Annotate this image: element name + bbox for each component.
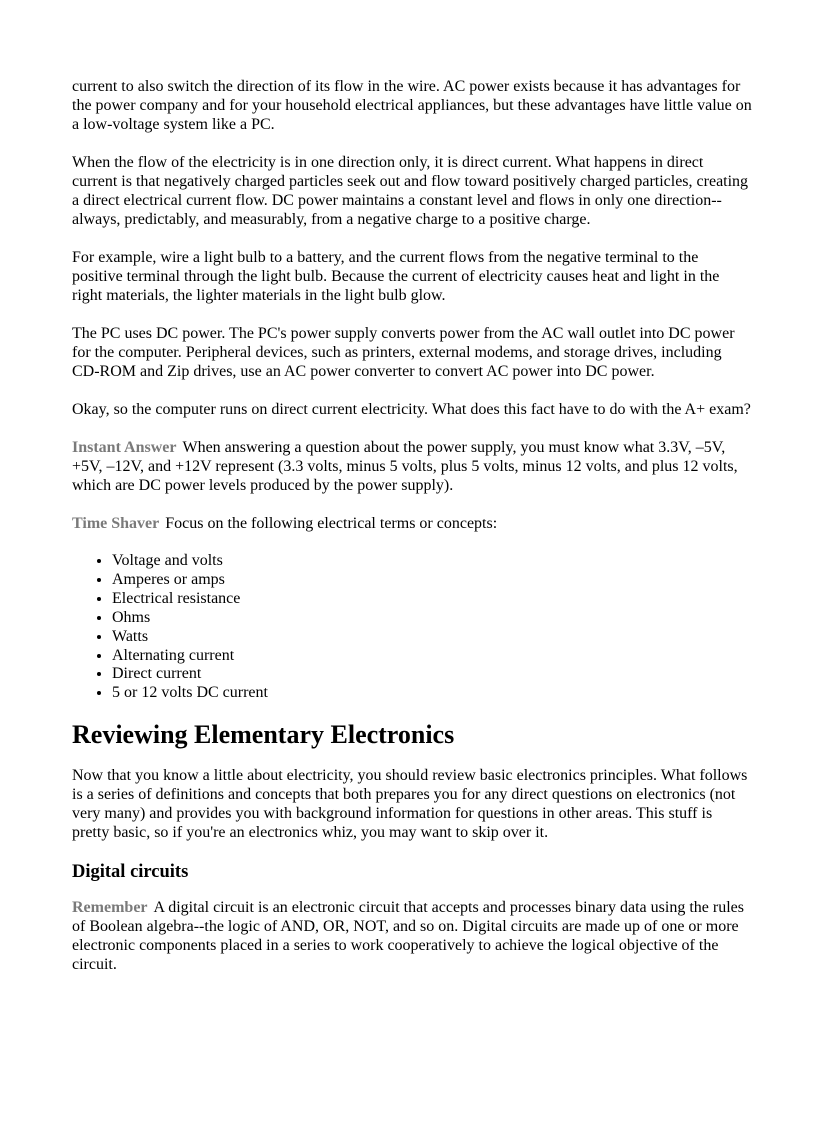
paragraph: Okay, so the computer runs on direct current electricity. What does this fact have to do with the A+ exam? [72, 401, 751, 418]
note-text: When answering a question about the power supply, you must know what 3.3V, –5V, +5V, –12V, and +12V represent (3.3 volts, minus 5 volts, plus 5 volts, minus 12 volts, and plus 12 volts, which are DC power levels produced by the power supply). [72, 439, 738, 494]
note-label: Instant Answer [72, 439, 177, 456]
note-text: A digital circuit is an electronic circuit that accepts and processes binary data using the rules of Boolean algebra--the logic of AND, OR, NOT, and so on. Digital circuits are made up of one or more electronic components placed in a series to work cooperatively to achieve the logical objective of the circuit. [72, 899, 744, 974]
paragraph: Now that you know a little about electricity, you should review basic electronics principles. What follows is a series of definitions and concepts that both prepares you for any direct questions on electronics (not very many) and provides you with background information for questions in other areas. This stuff is pretty basic, so if you're an electronics whiz, you may want to skip over it. [72, 767, 748, 842]
list-item: • Direct current [112, 665, 752, 684]
list-item: • Voltage and volts [112, 552, 752, 571]
instant-answer-note [72, 438, 752, 495]
list-item: • Electrical resistance [112, 590, 752, 609]
list-item: • Ohms [112, 609, 752, 628]
remember-note [72, 898, 752, 974]
paragraph: For example, wire a light bulb to a battery, and the current flows from the negative terminal to the positive terminal through the light bulb. Because the current of electricity causes heat and light in the right materials, the lighter materials in the light bulb glow. [72, 249, 720, 304]
note-label: Remember [72, 899, 148, 917]
subheading: Digital circuits [72, 862, 189, 883]
document-page [72, 77, 752, 993]
list-item: • Amperes or amps [112, 571, 752, 590]
paragraph: The PC uses DC power. The PC's power supply converts power from the AC wall outlet into DC power for the computer. Peripheral devices, such as printers, external modems, and storage drives, including CD-ROM and Zip drives, use an AC power converter to convert AC power into DC power. [72, 325, 735, 380]
list-item: • 5 or 12 volts DC current [112, 684, 752, 703]
section-heading: Reviewing Elementary Electronics [72, 720, 455, 750]
terms-list [72, 552, 752, 703]
list-item: • Watts [112, 628, 752, 647]
note-text: Focus on the following electrical terms or concepts: [165, 515, 498, 532]
paragraph: When the flow of the electricity is in one direction only, it is direct current. What happens in direct current is that negatively charged particles seek out and flow toward positively charged particles, creating a direct electrical current flow. DC power maintains a constant level and flows in only one direction--always, predictably, and measurably, from a negative charge to a positive charge. [72, 154, 749, 228]
list-item: • Alternating current [112, 647, 752, 666]
time-shaver-note [72, 514, 752, 533]
note-label: Time Shaver [72, 515, 160, 532]
paragraph: current to also switch the direction of its flow in the wire. AC power exists because it has advantages for the power company and for your household electrical appliances, but these advantages have little value on a low-voltage system like a PC. [72, 78, 752, 133]
